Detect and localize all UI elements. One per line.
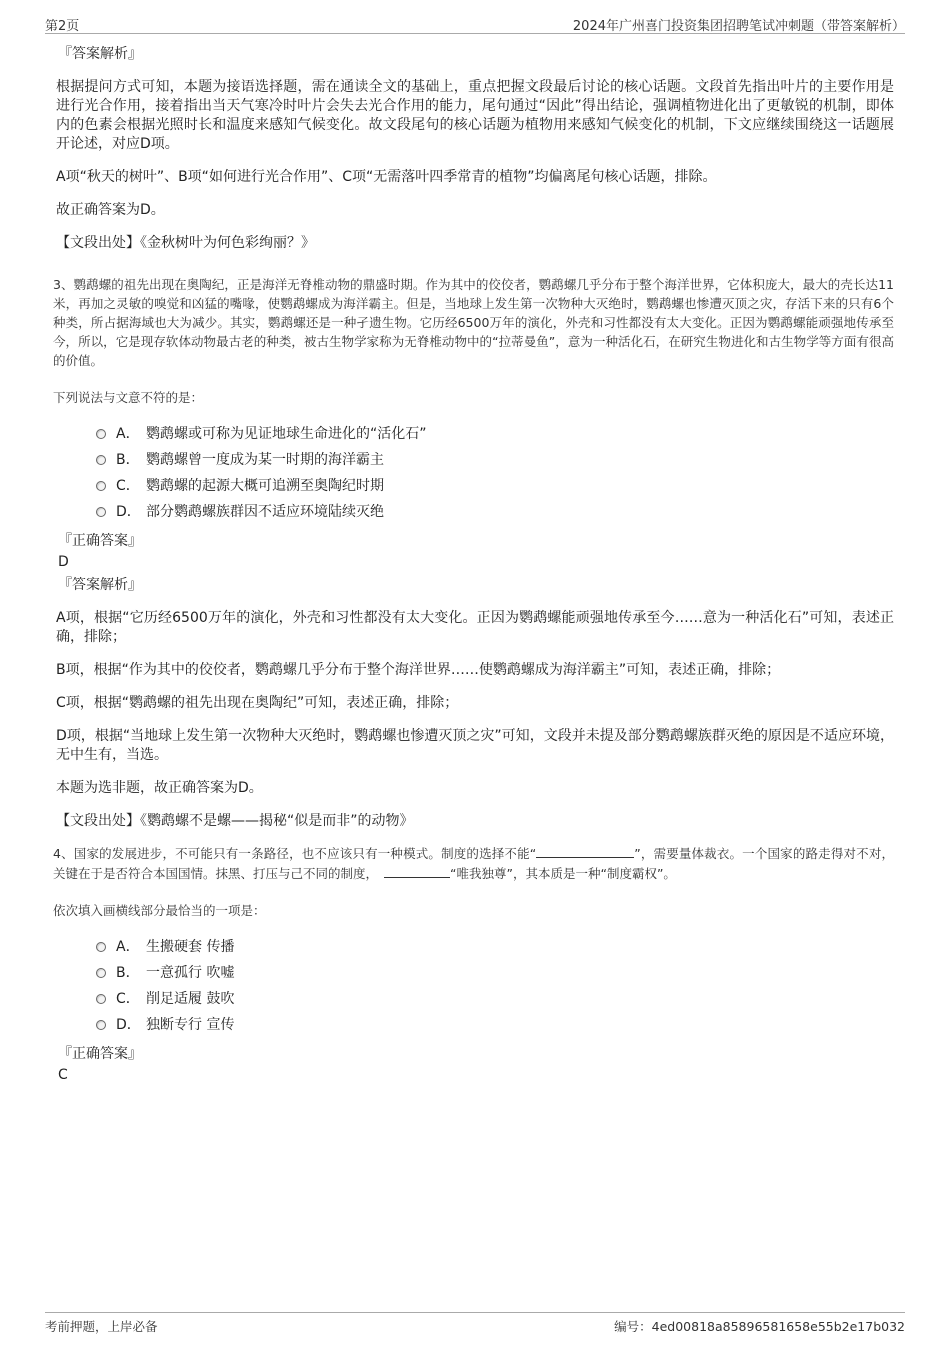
correct-answer: D bbox=[58, 554, 69, 570]
code-label: 编号： bbox=[614, 1319, 652, 1334]
question-3-text: 3、鹦鹉螺的祖先出现在奥陶纪，正是海洋无脊椎动物的鼎盛时期。作为其中的佼佼者，鹦鹉螺几乎分布于整个海洋世界，它体积庞大，最大的壳长达11米，再加之灵敏的嗅觉和凶猛的嘴喙，使鹦鹉螺成为海洋霸主。但是，当地球上发生第一次物种大灭绝时，鹦鹉螺也惨遭灭顶之灾，存活下来的只有6个种类，所占据海域也大为减少。其实，鹦鹉螺还是一种孑遗生物。它历经6500万年的演化，外壳和习性都没有太大变化。正因为鹦鹉螺能顽强地传承至今，所以，它是现存软体动物最古老的种类，被古生物学家称为无脊椎动物中的“拉蒂曼鱼”，意为一种活化石，在研究生物进化和古生物学等方面有很高的价值。 bbox=[53, 277, 894, 368]
code-value: 4ed00818a85896581658e55b2e17b032 bbox=[651, 1319, 905, 1334]
radio-icon[interactable] bbox=[96, 968, 106, 978]
document-code bbox=[614, 1317, 905, 1335]
source-citation: 【文段出处】《金秋树叶为何色彩绚丽？》 bbox=[56, 235, 315, 251]
option-a[interactable] bbox=[96, 421, 894, 447]
option-text: 一意孤行 吹嘘 bbox=[146, 965, 235, 981]
radio-icon[interactable] bbox=[96, 1020, 106, 1030]
option-letter: A． bbox=[116, 939, 140, 955]
option-text: 部分鹦鹉螺族群因不适应环境陆续灭绝 bbox=[146, 504, 384, 520]
analysis-paragraph: 根据提问方式可知，本题为接语选择题，需在通读全文的基础上，重点把握文段最后讨论的核心话题。文段首先指出叶片的主要作用是进行光合作用，接着指出当天气寒冷时叶片会失去光合作用的能力，尾句通过“因此”得出结论，强调植物进化出了更敏锐的机制，即体内的色素会根据光照时长和温度来感知气候变化。故文段尾句的核心话题为植物用来感知气候变化的机制，下文应继续围绕这一话题展开论述，对应D项。 bbox=[56, 79, 894, 152]
radio-icon[interactable] bbox=[96, 942, 106, 952]
option-letter: C． bbox=[116, 991, 140, 1007]
option-c[interactable] bbox=[96, 473, 894, 499]
page-number: 第2页 bbox=[45, 19, 80, 34]
option-text: 鹦鹉螺或可称为见证地球生命进化的“活化石” bbox=[146, 426, 427, 442]
answer-label: 『正确答案』 bbox=[58, 533, 142, 549]
answer-label: 『正确答案』 bbox=[58, 1046, 142, 1062]
analysis-paragraph: B项，根据“作为其中的佼佼者，鹦鹉螺几乎分布于整个海洋世界……使鹦鹉螺成为海洋霸主”可知，表述正确，排除； bbox=[56, 662, 781, 678]
document-title: 2024年广州喜门投资集团招聘笔试冲刺题（带答案解析） bbox=[572, 19, 905, 34]
radio-icon[interactable] bbox=[96, 994, 106, 1004]
option-text: 鹦鹉螺曾一度成为某一时期的海洋霸主 bbox=[146, 452, 384, 468]
option-text: 鹦鹉螺的起源大概可追溯至奥陶纪时期 bbox=[146, 478, 384, 494]
analysis-paragraph: C项，根据“鹦鹉螺的祖先出现在奥陶纪”可知，表述正确，排除； bbox=[56, 695, 459, 711]
option-a[interactable] bbox=[96, 934, 894, 960]
correct-answer: C bbox=[58, 1067, 68, 1083]
radio-icon[interactable] bbox=[96, 507, 106, 517]
question-4-text bbox=[53, 843, 894, 883]
option-letter: A． bbox=[116, 426, 140, 442]
fill-blank-1 bbox=[536, 843, 634, 858]
option-text: 生搬硬套 传播 bbox=[146, 939, 235, 955]
question-4-text-part: “唯我独尊”，其本质是一种“制度霸权”。 bbox=[450, 866, 676, 881]
fill-blank-2 bbox=[384, 863, 450, 878]
analysis-label: 『答案解析』 bbox=[58, 46, 142, 62]
analysis-label: 『答案解析』 bbox=[58, 577, 142, 593]
option-letter: B． bbox=[116, 452, 140, 468]
option-letter: C． bbox=[116, 478, 140, 494]
radio-icon[interactable] bbox=[96, 455, 106, 465]
question-4-options bbox=[96, 934, 894, 1038]
radio-icon[interactable] bbox=[96, 481, 106, 491]
option-b[interactable] bbox=[96, 960, 894, 986]
radio-icon[interactable] bbox=[96, 429, 106, 439]
analysis-paragraph: D项，根据“当地球上发生第一次物种大灭绝时，鹦鹉螺也惨遭灭顶之灾”可知，文段并未提及部分鹦鹉螺族群灭绝的原因是不适应环境，无中生有，当选。 bbox=[56, 728, 894, 763]
option-text: 削足适履 鼓吹 bbox=[146, 991, 235, 1007]
option-d[interactable] bbox=[96, 499, 894, 525]
option-text: 独断专行 宣传 bbox=[146, 1017, 235, 1033]
option-d[interactable] bbox=[96, 1012, 894, 1038]
option-letter: D． bbox=[116, 504, 141, 520]
analysis-paragraph: 本题为选非题，故正确答案为D。 bbox=[56, 780, 263, 796]
question-4-text-part: 4、国家的发展进步，不可能只有一条路径，也不应该只有一种模式。制度的选择不能“ bbox=[53, 846, 537, 861]
page-header bbox=[45, 13, 905, 34]
option-letter: B． bbox=[116, 965, 140, 981]
option-letter: D． bbox=[116, 1017, 141, 1033]
analysis-paragraph: A项“秋天的树叶”、B项“如何进行光合作用”、C项“无需落叶四季常青的植物”均偏离尾句核心话题，排除。 bbox=[56, 169, 717, 185]
option-b[interactable] bbox=[96, 447, 894, 473]
source-citation: 【文段出处】《鹦鹉螺不是螺——揭秘“似是而非”的动物》 bbox=[56, 813, 414, 829]
analysis-paragraph: A项，根据“它历经6500万年的演化，外壳和习性都没有太大变化。正因为鹦鹉螺能顽强地传承至今……意为一种活化石”可知，表述正确，排除； bbox=[56, 610, 894, 645]
analysis-paragraph: 故正确答案为D。 bbox=[56, 202, 165, 218]
option-c[interactable] bbox=[96, 986, 894, 1012]
question-4-text-part: ”，需要量体裁衣。一个国家的路走得对不对，关键在于是否符合本国国情。抹黑、打压与己不同的制度， bbox=[53, 846, 894, 881]
question-3-options bbox=[96, 421, 894, 525]
footer-note: 考前押题，上岸必备 bbox=[45, 1319, 158, 1334]
question-3-prompt: 下列说法与文意不符的是： bbox=[53, 390, 204, 405]
page-footer bbox=[45, 1312, 905, 1335]
page-content bbox=[53, 44, 894, 1084]
question-4-prompt: 依次填入画横线部分最恰当的一项是： bbox=[53, 903, 266, 918]
